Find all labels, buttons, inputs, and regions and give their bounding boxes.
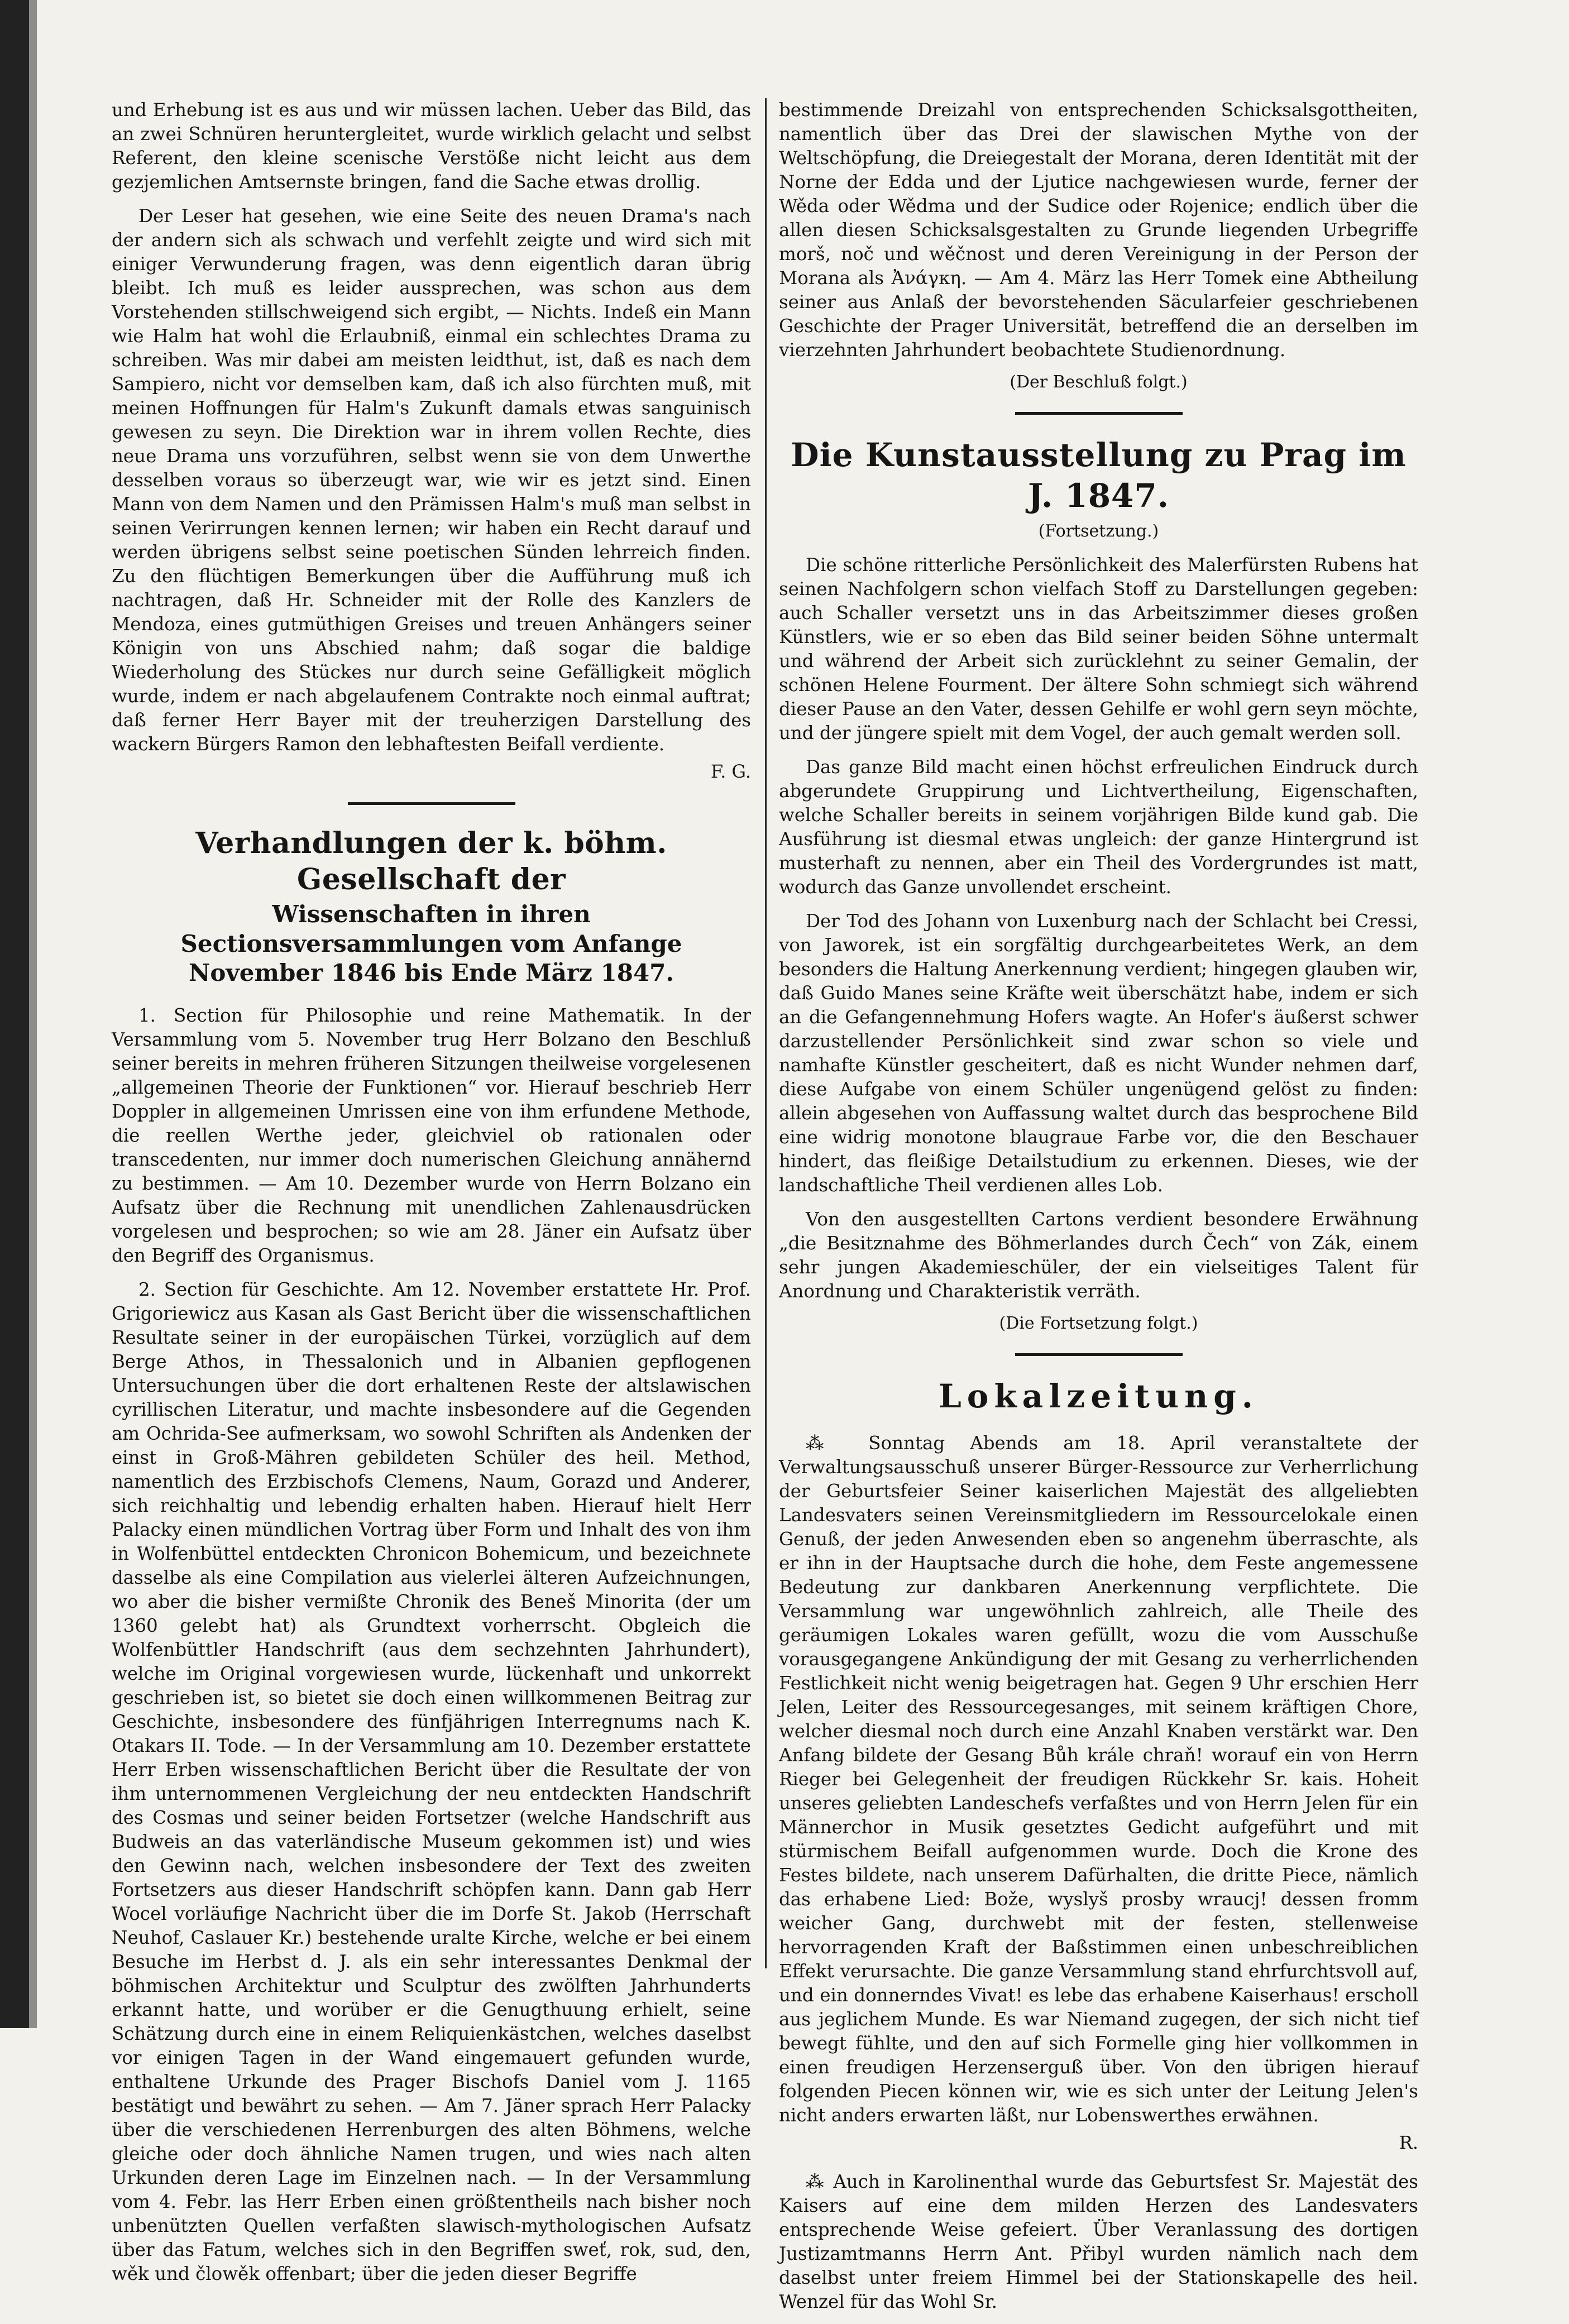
section-divider [1015, 412, 1183, 415]
newspaper-page [112, 98, 1418, 2312]
scan-edge [0, 0, 29, 2028]
fortsetzung-label: (Fortsetzung.) [1038, 521, 1159, 541]
right-column [779, 98, 1418, 2324]
verhandlungen-subheading: Wissenschaften in ihren Sectionsversammlungen vom Anfange November 1846 bis Ende März 1847. [180, 900, 682, 986]
beschluss-folgt-note: (Der Beschluß folgt.) [1010, 372, 1188, 392]
section-divider [348, 802, 515, 805]
left-column [112, 98, 751, 2296]
lokal-paragraph-2: ⁂ Auch in Karolinenthal wurde das Geburtsfest Sr. Majestät des Kaisers auf eine dem milden Herzen des Landesvaters entsprechende Weise gefeiert. Über Veranlassung des dortigen Justizamtmanns Herrn Ant. Přibyl wurden nämlich nach dem daselbst unter freiem Himmel bei der Stationskapelle des heil. Wenzel für das Wohl Sr. [779, 2170, 1418, 2312]
verhandlungen-heading: Verhandlungen der k. böhm. Gesellschaft der [195, 826, 667, 897]
lokalzeitung-heading: Lokalzeitung. [938, 1377, 1259, 1415]
kunst-paragraph-1: Die schöne ritterliche Persönlichkeit des Malerfürsten Rubens hat seinen Nachfolgern schon vielfach Stoff zu Darstellungen gegeben: auch Schaller versetzt uns in das Arbeitszimmer dieses großen Künstlers, wie er so eben das Bild seiner beiden Söhne untermalt und während der Arbeit sich zurücklehnt zu seiner Gemalin, der schönen Helene Fourment. Der ältere Sohn schmiegt sich während dieser Pause an den Vater, dessen Gehilfe er wohl gern seyn möchte, und der jüngere spielt mit dem Vogel, der auch gemalt werden soll. [779, 554, 1418, 744]
fortsetzung-folgt-note: (Die Fortsetzung folgt.) [999, 1314, 1198, 1333]
drama-review-paragraph-2: Der Leser hat gesehen, wie eine Seite des neuen Drama's nach der andern sich als schwach und verfehlt zeigte und wird sich mit einiger Verwunderung fragen, was denn eigentlich daran übrig bleibt. Ich muß es leider aussprechen, was schon aus dem Vorstehenden stillschweigend sich ergibt, — Nichts. Indeß ein Mann wie Halm hat wohl die Erlaubniß, einmal ein schlechtes Drama zu schreiben. Was mir dabei am meisten leidthut, ist, daß es nach dem Sampiero, nicht vor demselben kam, daß ich also fürchten muß, mit meinen Hoffnungen für Halm's Zukunft damals etwas sanguinisch gewesen zu seyn. Die Direktion war in ihrem vollen Rechte, dies neue Drama uns vorzuführen, selbst wenn sie von dem Unwerthe desselben voraus so überzeugt war, wie wir es jetzt sind. Einen Mann von dem Namen und den Prämissen Halm's muß man selbst in seinen Verirrungen kennen lernen; wir haben ein Recht darauf und werden übrigens selbst seine poetischen Sünden lehrreich finden. Zu den flüchtigen Bemerkungen über die Aufführung muß ich nachtragen, daß Hr. Schneider mit der Rolle des Kanzlers de Mendoza, eines gutmüthigen Greises und treuen Anhängers seiner Königin von uns Abschied nahm; daß sogar die baldige Wiederholung des Stückes nur durch seine Gefälligkeit möglich wurde, indem er nach abgelaufenem Contrakte noch einmal auftrat; daß ferner Herr Bayer mit der treuherzigen Darstellung des wackern Bürgers Ramon den lebhaftesten Beifall verdiente. [112, 205, 751, 755]
drama-review-paragraph-1: und Erhebung ist es aus und wir müssen lachen. Ueber das Bild, das an zwei Schnüren heruntergleitet, wurde wirklich gelacht und selbst Referent, den kleine scenische Verstöße nicht leicht aus dem gezjemlichen Amtsernste bringen, fand die Sache etwas drollig. [112, 99, 751, 193]
lokal-signature: R. [1399, 2131, 1418, 2153]
section-1-paragraph: 1. Section für Philosophie und reine Mathematik. In der Versammlung vom 5. November trug Herr Bolzano den Beschluß seiner bereits in mehren früheren Sitzungen theilweise vorgelesenen „allgemeinen Theorie der Funktionen“ vor. Hierauf beschrieb Herr Doppler in allgemeinen Umrissen eine von ihm erfundene Methode, die reellen Werthe jeder, gleichviel ob rationalen oder transcedenten, nur immer doch numerischen Gleichung annähernd zu bestimmen. — Am 10. Dezember wurde von Herrn Bolzano ein Aufsatz über die Rechnung mit unendlichen Zahlenausdrücken vorgelesen und besprochen; so wie am 28. Jäner ein Aufsatz über den Begriff des Organismus. [112, 1004, 751, 1266]
kunst-paragraph-4: Von den ausgestellten Cartons verdient besondere Erwähnung „die Besitznahme des Böhmerlandes durch Čech“ von Zák, einem sehr jungen Akademieschüler, der ein vielseitiges Talent für Anordnung und Charakteristik verräth. [779, 1209, 1418, 1302]
kunstausstellung-heading: Die Kunstausstellung zu Prag im J. 1847. [791, 436, 1407, 515]
kunst-paragraph-2: Das ganze Bild macht einen höchst erfreulichen Eindruck durch abgerundete Gruppirung und Lichtvertheilung, Eigenschaften, welche Schaller bereits in seinem vorjährigen Bilde kund gab. Die Ausführung ist diesmal etwas ungleich: der ganze Hintergrund ist musterhaft zu nennen, aber ein Theil des Vordergrundes ist matt, wodurch das Ganze unvollendet erscheint. [779, 756, 1418, 898]
column-rule [765, 98, 767, 1968]
verhandlungen-continuation: bestimmende Dreizahl von entsprechenden Schicksalsgottheiten, namentlich über das Drei der slawischen Mythe von der Weltschöpfung, die Dreiegestalt der Morana, deren Identität mit der Norne der Edda und der Ljutice nachgewiesen wurde, ferner der Wěda oder Wědma und der Sudice oder Rojenice; endlich über die allen diesen Schicksalsgestalten zu Grunde liegenden Urbegriffe morš, noč und wěčnost und deren Vereinigung in der Person der Morana als Ἀνάγκη. — Am 4. März las Herr Tomek eine Abtheilung seiner aus Anlaß der bevorstehenden Säcularfeier geschriebenen Geschichte der Prager Universität, betreffend die an derselben im vierzehnten Jahrhundert beobachtete Studienordnung. [779, 99, 1418, 361]
review-signature: F. G. [710, 761, 751, 782]
section-2-paragraph: 2. Section für Geschichte. Am 12. November erstattete Hr. Prof. Grigoriewicz aus Kasan als Gast Bericht über die wissenschaftlichen Resultate seiner in der europäischen Türkei, vorzüglich auf dem Berge Athos, in Thessalonich und in Albanien gepflogenen Untersuchungen über die dort erhaltenen Reste der altslawischen cyrillischen Literatur, und machte insbesondere auf die Gegenden am Ochrida-See aufmerksam, wo sowohl Schriften als Andenken der einst in Groß-Mähren gebildeten Schüler des heil. Method, namentlich des Erzbischofs Clemens, Naum, Gorazd und Anderer, sich reichhaltig und lebendig erhalten haben. Hierauf hielt Herr Palacky einen mündlichen Vortrag über Form und Inhalt des von ihm in Wolfenbüttel entdeckten Chronicon Bohemicum, und bezeichnete dasselbe als eine Compilation aus vielerlei älteren Aufzeichnungen, wo aber die bisher vermißte Chronik des Beneš Minorita (der um 1360 gelebt hat) als Grundtext vorherrscht. Obgleich die Wolfenbüttler Handschrift (aus dem sechzehnten Jahrhundert), welche im Original vorgewiesen wurde, lückenhaft und unkorrekt geschrieben ist, so bietet sie doch einen willkommenen Beitrag zur Geschichte, insbesondere des fünfjährigen Interregnums nach K. Otakars II. Tode. — In der Versammlung am 10. Dezember erstattete Herr Erben wissenschaftlichen Bericht über die Resultate der von ihm unternommenen Vergleichung der neu entdeckten Handschrift des Cosmas und seiner beiden Fortsetzer (welche Handschrift aus Budweis an das vaterländische Museum gekommen ist) und wies den Gewinn nach, welchen insbesondere der Text des zweiten Fortsetzers aus dieser Handschrift schöpfen kann. Dann gab Herr Wocel vorläufige Nachricht über die im Dorfe St. Jakob (Herrschaft Neuhof, Caslauer Kr.) bestehende uralte Kirche, welche er bei einem Besuche im Herbst d. J. als ein sehr interessantes Denkmal der böhmischen Architektur und Sculptur des zwölften Jahrhunderts erkannt hatte, und worüber er die Genugthuung erhielt, seine Schätzung durch eine in einem Reliquienkästchen, welches daselbst vor einigen Tagen in der Wand eingemauert gefunden wurde, enthaltene Urkunde des Prager Bischofs Daniel vom J. 1165 bestätigt und bewährt zu sehen. — Am 7. Jäner sprach Herr Palacky über die verschiedenen Herrenburgen des alten Böhmens, welche gleiche oder doch ähnliche Namen trugen, und wies nach alten Urkunden deren Lage im Einzelnen nach. — In der Versammlung vom 4. Febr. las Herr Erben einen größtentheils nach bisher noch unbenützten Quellen verfaßten slawisch-mythologischen Aufsatz über das Fatum, welches sich in den Begriffen sweť, rok, sud, den, wěk und člowěk offenbart; über die jeden dieser Begriffe [112, 1278, 751, 2284]
scan-edge-shadow [29, 0, 37, 2028]
lokal-paragraph-1: ⁂ Sonntag Abends am 18. April veranstaltete der Verwaltungsausschuß unserer Bürger-Ressource zur Verherrlichung der Geburtsfeier Seiner kaiserlichen Majestät des allgeliebten Landesvaters seinen Vereinsmitgliedern im Ressourcelokale einen Genuß, der jeden Anwesenden eben so angenehm überraschte, als er ihn in der Hauptsache durch die hohe, dem Feste angemessene Bedeutung zur dankbaren Anerkennung verpflichtete. Die Versammlung war ungewöhnlich zahlreich, alle Theile des geräumigen Lokales waren gefüllt, wozu die vom Ausschuße vorausgegangene Ankündigung der mit Gesang zu verherrlichenden Festlichkeit nicht wenig beigetragen hat. Gegen 9 Uhr erschien Herr Jelen, Leiter des Ressourcegesanges, mit seinem kräftigen Chore, welcher diesmal noch durch eine Anzahl Knaben verstärkt war. Den Anfang bildete der Gesang Bůh krále chraň! worauf ein von Herrn Rieger bei Gelegenheit der freudigen Rückkehr Sr. kais. Hoheit unseres geliebten Landeschefs verfaßtes und von Herrn Jelen für ein Männerchor in Musik gesetztes Gedicht aufgeführt und mit stürmischem Beifall aufgenommen wurde. Doch die Krone des Festes bildete, nach unserem Dafürhalten, die dritte Piece, nämlich das erhabene Lied: Bože, wyslyš prosby wraucj! dessen fromm weicher Gang, durchwebt mit der festen, stellenweise hervorragenden Kraft der Baßstimmen einen unbeschreiblichen Effekt verursachte. Die ganze Versammlung stand ehrfurchtsvoll auf, und ein donnerndes Vivat! es lebe das erhabene Kaiserhaus! erscholl aus jeglichem Munde. Es war Niemand zugegen, der sich nicht tief bewegt fühlte, und den auf sich Formelle ging hier vollkommen in einen freudigen Herzenserguß über. Von den übrigen hierauf folgenden Piecen können wir, wie es sich unter der Leitung Jelen's nicht anders erwarten läßt, nur Lobenswerthes erwähnen. [779, 1432, 1418, 2126]
section-divider [1015, 1353, 1183, 1356]
kunst-paragraph-3: Der Tod des Johann von Luxenburg nach der Schlacht bei Cressi, von Jaworek, ist ein sorgfältig durchgearbeitetes Werk, an dem besonders die Haltung Anerkennung verdient; hingegen glauben wir, daß Guido Manes seine Kräfte weit überschätzt habe, indem er sich an die Gefangennehmung Hofers wagte. An Hofer's äußerst schwer darzustellender Persönlichkeit sind zwar schon so viele und namhafte Künstler gescheitert, daß es nicht Wunder nehmen darf, diese Aufgabe von einem Schüler ungenügend gelöst zu finden: allein abgesehen von Auffassung waltet durch das besprochene Bild eine widrig monotone blaugraue Farbe vor, die den Beschauer hindert, das fleißige Detailstudium zu erkennen. Dieses, wie der landschaftliche Theil verdienen alles Lob. [779, 911, 1418, 1196]
